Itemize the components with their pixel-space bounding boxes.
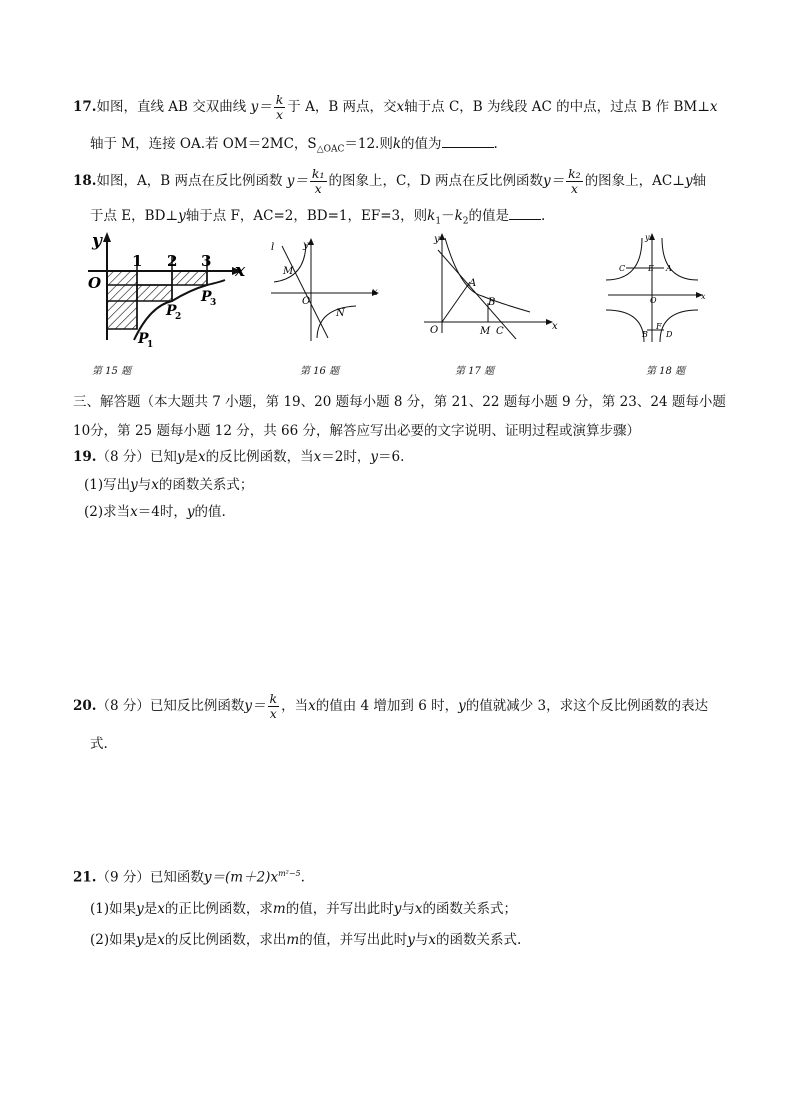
fig18-curve-q2 bbox=[606, 238, 642, 280]
svg-text:M: M bbox=[283, 266, 294, 277]
q18-answer-blank[interactable] bbox=[509, 205, 541, 220]
fig18-caption: 第 18 题 bbox=[646, 366, 686, 377]
q19-subquestion-2: (2)求当x＝4时，y的值. bbox=[84, 504, 226, 520]
svg-text:B: B bbox=[642, 330, 648, 339]
svg-text:3: 3 bbox=[210, 298, 217, 308]
q20-line2: 式. bbox=[90, 736, 108, 752]
q17-fraction: $\frac{k}{x}$ bbox=[275, 92, 284, 122]
svg-text:A: A bbox=[666, 264, 672, 273]
svg-text:C: C bbox=[496, 326, 504, 337]
q18-line1: 18.如图，A，B 两点在反比例函数 y＝ $\frac{\text{k₁}}{x}$ 的图象上，C，D 两点在反比例函数y＝ $\frac{\text{k₂}}{x}$ 的图象上，AC⊥y轴 bbox=[73, 166, 707, 196]
svg-text:C: C bbox=[619, 264, 626, 273]
fig16-caption: 第 16 题 bbox=[300, 366, 340, 377]
svg-text:x: x bbox=[235, 261, 246, 281]
q19-stem: 19.（8 分）已知y是x的反比例函数，当x＝2时，y＝6. bbox=[73, 449, 405, 465]
q17-line2: 轴于 M，连接 OA.若 OM＝2MC，$S_{\triangle OAC}=12$.则k的值为 . bbox=[90, 133, 498, 160]
svg-text:F: F bbox=[656, 322, 662, 331]
svg-text:1: 1 bbox=[132, 252, 143, 270]
svg-text:y: y bbox=[303, 240, 309, 251]
svg-text:x: x bbox=[701, 292, 706, 301]
fig15-rect-1 bbox=[107, 271, 137, 329]
svg-text:M: M bbox=[480, 326, 491, 337]
fig18-curve-q1 bbox=[662, 238, 698, 280]
fig17-line-ab bbox=[438, 250, 516, 339]
svg-text:P: P bbox=[138, 331, 149, 347]
q21-stem: 21.（9 分）已知函数$y=(m+2)x^{m^2-5}$. bbox=[73, 869, 305, 886]
svg-text:P: P bbox=[166, 303, 177, 319]
fig15-rect-2 bbox=[137, 285, 172, 301]
svg-text:B: B bbox=[488, 297, 496, 308]
q17-equation-lhs: y＝ bbox=[250, 99, 272, 115]
svg-text:N: N bbox=[336, 308, 345, 319]
svg-text:x: x bbox=[372, 287, 378, 298]
svg-text:x: x bbox=[552, 321, 558, 332]
svg-text:O: O bbox=[88, 274, 102, 292]
figure-16 bbox=[266, 236, 386, 346]
figure-17 bbox=[412, 230, 562, 345]
q18-fraction-2: $\frac{\text{k₂}}{x}$ bbox=[568, 166, 581, 196]
q17-number: 17. bbox=[73, 99, 97, 115]
q21-subquestion-2: (2)如果y是x的反比例函数，求出m的值，并写出此时y与x的函数关系式. bbox=[90, 932, 522, 948]
svg-text:E: E bbox=[648, 264, 654, 273]
fig17-segment-oa bbox=[442, 282, 470, 322]
q21-number: 21. bbox=[73, 869, 97, 886]
q20-number: 20. bbox=[73, 698, 97, 714]
fig15-caption: 第 15 题 bbox=[92, 366, 132, 377]
q21-subquestion-1: (1)如果y是x的正比例函数，求m的值，并写出此时y与x的函数关系式； bbox=[90, 901, 517, 917]
fig18-curve-q3 bbox=[606, 310, 644, 342]
q19-number: 19. bbox=[73, 449, 97, 465]
svg-text:y: y bbox=[92, 231, 102, 251]
svg-text:2: 2 bbox=[167, 252, 178, 270]
q17-text: 如图，直线 AB 交双曲线 bbox=[96, 99, 247, 115]
figure-18 bbox=[600, 230, 710, 345]
svg-text:O: O bbox=[650, 296, 657, 305]
fig16-line-l bbox=[282, 246, 328, 338]
q17-line1: 17.如图，直线 AB 交双曲线 y＝ $\frac{k}{x}$ 于 A，B 两点，交x轴于点 C，B 为线段 AC 的中点，过点 B 作 BM⊥x bbox=[73, 92, 718, 122]
q20-fraction: $\frac{k}{x}$ bbox=[269, 691, 278, 721]
svg-text:1: 1 bbox=[147, 340, 154, 350]
q19-subquestion-1: (1)写出y与x的函数关系式； bbox=[84, 477, 254, 493]
q18-line2: 于点 E，BD⊥y轴于点 F，AC=2，BD=1，EF=3，则$k_1-k_2$的值是 . bbox=[90, 205, 545, 232]
svg-text:P: P bbox=[201, 289, 212, 305]
fig15-rect-3 bbox=[172, 271, 207, 285]
q18-fraction-1: $\frac{\text{k₁}}{x}$ bbox=[311, 166, 325, 196]
svg-text:y: y bbox=[645, 233, 650, 242]
q18-number: 18. bbox=[73, 173, 97, 189]
figure-15 bbox=[80, 228, 250, 348]
fig17-caption: 第 17 题 bbox=[455, 366, 495, 377]
q21-equation: y＝(m＋2)x bbox=[203, 869, 279, 886]
svg-text:A: A bbox=[469, 278, 477, 289]
svg-text:2: 2 bbox=[175, 312, 182, 322]
q17-answer-blank[interactable] bbox=[442, 133, 494, 148]
q20-stem: 20.（8 分）已知反比例函数y＝ $\frac{k}{x}$ ，当x的值由 4 增加到 6 时，y的值就减少 3，求这个反比例函数的表达 bbox=[73, 691, 709, 721]
section3-heading-line2: 10分，第 25 题每小题 12 分，共 66 分，解答应写出必要的文字说明、证明过程或演算步骤） bbox=[73, 423, 640, 439]
svg-text:y: y bbox=[434, 234, 440, 245]
svg-text:O: O bbox=[430, 325, 439, 336]
svg-text:D: D bbox=[666, 330, 673, 339]
svg-text:l: l bbox=[271, 242, 275, 253]
section3-heading-line1: 三、解答题（本大题共 7 小题，第 19、20 题每小题 8 分，第 21、22 题每小题 9 分，第 23、24 题每小题 bbox=[73, 394, 726, 410]
svg-text:O: O bbox=[302, 296, 311, 307]
svg-text:3: 3 bbox=[201, 252, 212, 270]
